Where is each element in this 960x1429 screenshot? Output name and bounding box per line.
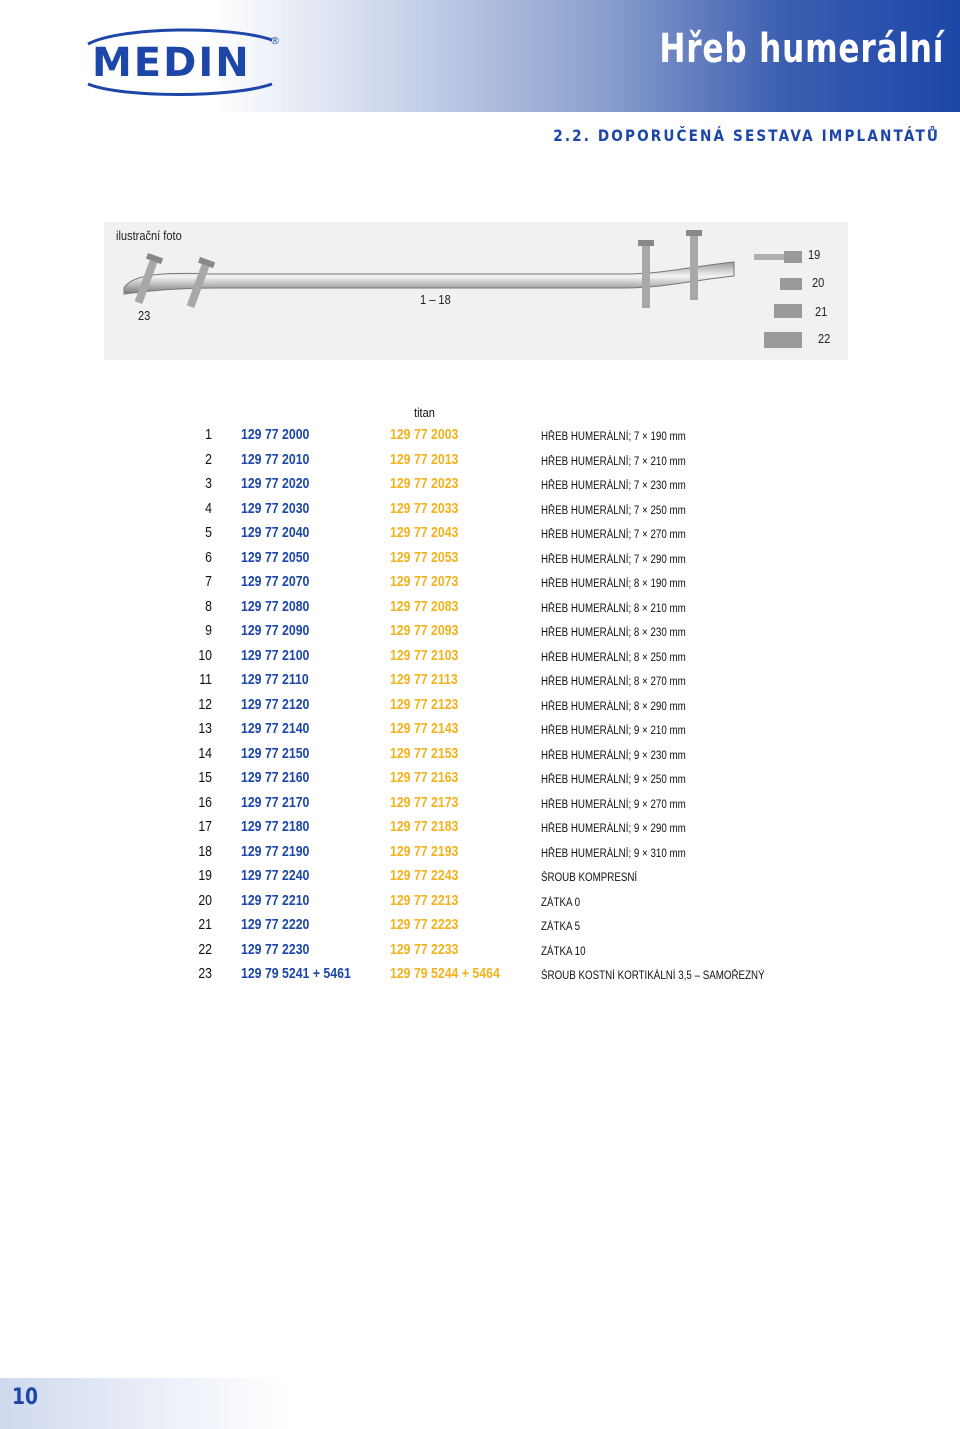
catalog-number: 129 77 2050 [241,548,310,566]
row-number: 10 [198,646,212,664]
titan-catalog-number: 129 77 2123 [390,695,459,713]
table-row [0,892,960,917]
titan-catalog-number: 129 77 2163 [390,769,459,786]
footer-band [0,1378,960,1429]
row-number: 1 [205,426,212,443]
table-row [0,965,960,990]
titan-catalog-number: 129 77 2093 [390,622,459,639]
implant-illustration [104,222,848,360]
table-row [0,696,960,721]
catalog-number: 129 77 2110 [241,671,309,688]
row-number: 20 [198,891,212,909]
table-row [0,647,960,672]
photo-caption: ilustrační foto [116,228,182,243]
item-description: HŘEB HUMERÁLNÍ; 9 × 230 mm [541,749,686,762]
catalog-number: 129 77 2100 [241,646,310,664]
titan-catalog-number: 129 77 2033 [390,499,459,517]
titan-catalog-number: 129 77 2153 [390,744,459,762]
row-number: 15 [198,769,212,786]
end-cap-0 [780,278,802,290]
catalog-number: 129 77 2000 [241,426,310,443]
item-description: HŘEB HUMERÁLNÍ; 9 × 310 mm [541,847,686,860]
catalog-number: 129 77 2140 [241,720,310,737]
row-number: 3 [205,475,212,492]
catalog-number: 129 79 5241 + 5461 [241,965,351,982]
row-number: 17 [198,818,212,835]
table-row [0,475,960,500]
catalog-number: 129 77 2120 [241,695,310,713]
table-row [0,598,960,623]
row-number: 19 [198,867,212,884]
row-number: 4 [205,499,212,517]
row-number: 11 [199,671,212,688]
titan-catalog-number: 129 77 2113 [390,671,458,688]
item-description: HŘEB HUMERÁLNÍ; 9 × 270 mm [541,798,686,811]
titan-catalog-number: 129 77 2183 [390,818,459,835]
item-description: HŘEB HUMERÁLNÍ; 7 × 190 mm [541,431,686,443]
item-description: HŘEB HUMERÁLNÍ; 8 × 230 mm [541,627,686,639]
catalog-number: 129 77 2030 [241,499,310,517]
photo-label-23: 23 [138,308,151,323]
titan-catalog-number: 129 77 2243 [390,867,459,884]
table-row [0,500,960,525]
titan-catalog-number: 129 77 2223 [390,916,459,933]
item-description: HŘEB HUMERÁLNÍ; 7 × 270 mm [541,529,686,541]
table-row [0,720,960,745]
row-number: 6 [205,548,212,566]
table-row [0,622,960,647]
implant-table [0,426,960,990]
item-description: HŘEB HUMERÁLNÍ; 8 × 290 mm [541,700,686,713]
row-number: 7 [205,573,212,590]
table-row [0,573,960,598]
item-description: ZÁTKA 10 [541,945,586,958]
titan-catalog-number: 129 79 5244 + 5464 [390,965,500,982]
row-number: 5 [205,524,212,541]
end-cap-10 [764,332,802,348]
titan-catalog-number: 129 77 2083 [390,597,459,615]
titan-catalog-number: 129 77 2213 [390,891,459,909]
titan-catalog-number: 129 77 2023 [390,475,459,492]
medin-logo-mark [82,22,282,100]
table-row [0,549,960,574]
catalog-number: 129 77 2170 [241,793,310,811]
catalog-number: 129 77 2010 [241,450,310,468]
row-number: 14 [198,744,212,762]
section-heading: 2.2. DOPORUČENÁ SESTAVA IMPLANTÁTŮ [553,126,940,145]
item-description: HŘEB HUMERÁLNÍ; 7 × 290 mm [541,553,686,566]
svg-text:MEDIN: MEDIN [92,40,251,86]
table-row [0,671,960,696]
item-description: HŘEB HUMERÁLNÍ; 8 × 210 mm [541,602,686,615]
svg-text:®: ® [270,36,280,47]
end-cap-5 [774,304,802,318]
row-number: 9 [205,622,212,639]
catalog-number: 129 77 2220 [241,916,310,933]
table-row [0,451,960,476]
row-number: 13 [198,720,212,737]
column-header-titan: titan [414,405,435,420]
catalog-number: 129 77 2190 [241,842,310,860]
page-title: Hřeb humerální [659,26,944,72]
photo-label-22: 22 [818,331,831,346]
page-number: 10 [12,1385,39,1410]
item-description: HŘEB HUMERÁLNÍ; 7 × 210 mm [541,455,686,468]
row-number: 21 [198,916,212,933]
titan-catalog-number: 129 77 2003 [390,426,459,443]
table-row [0,426,960,451]
medin-logo [82,22,282,105]
photo-label-21: 21 [815,304,828,319]
catalog-number: 129 77 2160 [241,769,310,786]
catalog-number: 129 77 2090 [241,622,310,639]
catalog-number: 129 77 2210 [241,891,310,909]
catalog-number: 129 77 2180 [241,818,310,835]
table-row [0,524,960,549]
item-description: HŘEB HUMERÁLNÍ; 7 × 250 mm [541,504,686,517]
row-number: 8 [205,597,212,615]
row-number: 18 [198,842,212,860]
titan-catalog-number: 129 77 2053 [390,548,459,566]
photo-label-20: 20 [812,275,825,290]
item-description: HŘEB HUMERÁLNÍ; 9 × 250 mm [541,774,686,786]
titan-catalog-number: 129 77 2143 [390,720,459,737]
item-description: ŠROUB KOMPRESNÍ [541,872,638,884]
row-number: 12 [198,695,212,713]
item-description: HŘEB HUMERÁLNÍ; 9 × 210 mm [541,725,686,737]
item-description: ZÁTKA 5 [541,921,581,933]
row-number: 16 [198,793,212,811]
row-number: 23 [198,965,212,982]
catalog-number: 129 77 2020 [241,475,310,492]
titan-catalog-number: 129 77 2193 [390,842,459,860]
compression-screw [754,251,802,263]
row-number: 22 [198,940,212,958]
table-row [0,794,960,819]
titan-catalog-number: 129 77 2233 [390,940,459,958]
catalog-number: 129 77 2080 [241,597,310,615]
item-description: HŘEB HUMERÁLNÍ; 8 × 270 mm [541,676,686,688]
item-description: HŘEB HUMERÁLNÍ; 7 × 230 mm [541,480,686,492]
item-description: HŘEB HUMERÁLNÍ; 9 × 290 mm [541,823,686,835]
table-row [0,843,960,868]
titan-catalog-number: 129 77 2173 [390,793,459,811]
titan-catalog-number: 129 77 2103 [390,646,459,664]
titan-catalog-number: 129 77 2013 [390,450,459,468]
table-row [0,916,960,941]
row-number: 2 [205,450,212,468]
table-row [0,941,960,966]
catalog-number: 129 77 2070 [241,573,310,590]
table-row [0,818,960,843]
catalog-number: 129 77 2150 [241,744,310,762]
catalog-number: 129 77 2240 [241,867,310,884]
catalog-number: 129 77 2230 [241,940,310,958]
table-row [0,769,960,794]
titan-catalog-number: 129 77 2043 [390,524,459,541]
table-row [0,745,960,770]
photo-label-19: 19 [808,247,821,262]
item-description: ŠROUB KOSTNÍ KORTIKÁLNÍ 3,5 – SAMOŘEZNÝ [541,970,765,982]
photo-label-nail: 1 – 18 [420,292,451,307]
titan-catalog-number: 129 77 2073 [390,573,459,590]
table-row [0,867,960,892]
catalog-number: 129 77 2040 [241,524,310,541]
locking-screw-4 [686,230,702,300]
item-description: HŘEB HUMERÁLNÍ; 8 × 190 mm [541,578,686,590]
item-description: ZÁTKA 0 [541,896,581,909]
item-description: HŘEB HUMERÁLNÍ; 8 × 250 mm [541,651,686,664]
